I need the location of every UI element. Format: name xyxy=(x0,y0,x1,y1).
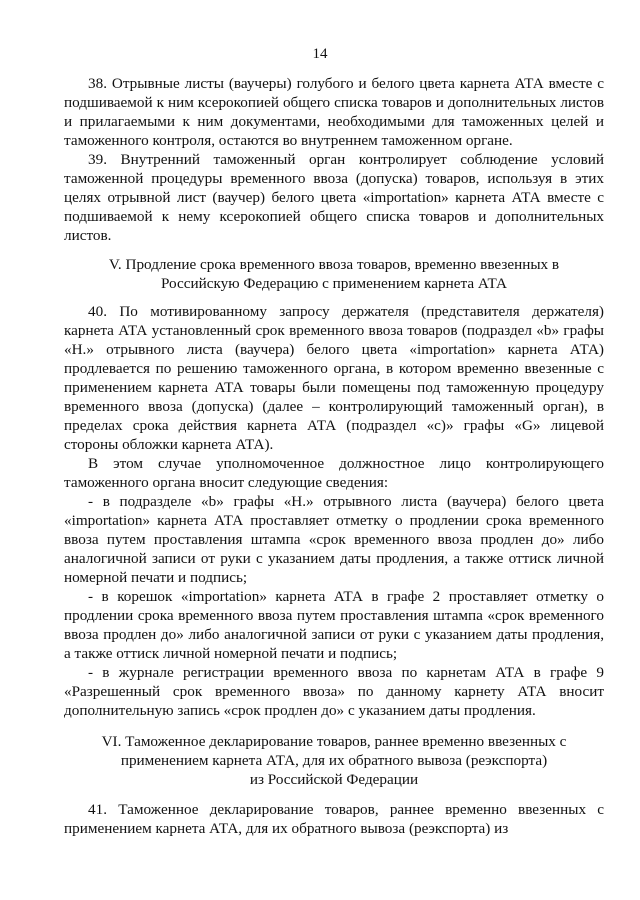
section-6-heading-line-1: VI. Таможенное декларирование товаров, раннее временно ввезенных с xyxy=(101,733,567,750)
paragraph-in-this-case: В этом случае уполномоченное должностное лицо контролирующего таможенного органа вносит следующие сведения: xyxy=(64,455,604,491)
section-5-body xyxy=(64,302,604,720)
paragraphs-38-39 xyxy=(64,74,604,245)
section-6-heading-line-3: из Российской Федерации xyxy=(249,771,419,788)
section-5-heading-line-2: Российскую Федерацию с применением карнета АТА xyxy=(160,275,507,292)
section-6-body xyxy=(64,800,604,838)
list-item-journal: - в журнале регистрации временного ввоза по карнетам АТА в графе 9 «Разрешенный срок временного ввоза» по данному карнету АТА вносит дополнительную запись «срок продлен до» с указанием даты продления. xyxy=(64,664,604,719)
section-5-heading-line-1: V. Продление срока временного ввоза товаров, временно ввезенных в xyxy=(108,256,560,273)
section-6-heading-line-2: применением карнета АТА, для их обратного вывоза (реэкспорта) xyxy=(120,752,548,769)
paragraph-39: 39. Внутренний таможенный орган контролирует соблюдение условий таможенной процедуры временного ввоза (допуска) товаров, используя в этих целях отрывной лист (ваучер) белого цвета «importation» карнета АТА вместе с подшиваемой к нему ксерокопией общего списка товаров и дополнительных листов. xyxy=(64,151,604,244)
paragraph-41: 41. Таможенное декларирование товаров, раннее временно ввезенных с применением карнета АТА, для их обратного вывоза (реэкспорта) из xyxy=(64,801,604,837)
section-5-heading xyxy=(64,255,604,293)
paragraph-38: 38. Отрывные листы (ваучеры) голубого и белого цвета карнета АТА вместе с подшиваемой к ним ксерокопией общего списка товаров и дополнительных листов и прилагаемыми к ним документами, необходимыми для таможенных целей и таможенного контроля, остаются во внутреннем таможенном органе. xyxy=(64,75,604,149)
list-item-voucher: - в подразделе «b» графы «Н.» отрывного листа (ваучера) белого цвета «importation» карнета АТА проставляет отметку о продлении срока временного ввоза путем проставления штампа «срок временного ввоза продлен до» либо аналогичной записи от руки с указанием даты продления, а также оттиск личной номерной печати и подпись; xyxy=(64,493,604,586)
list-item-counterfoil: - в корешок «importation» карнета АТА в графе 2 проставляет отметку о продлении срока временного ввоза путем проставления штампа «срок временного ввоза продлен до» либо аналогичной записи от руки с указанием даты продления, а также оттиск личной номерной печати и подпись; xyxy=(64,588,604,662)
paragraph-40: 40. По мотивированному запросу держателя (представителя держателя) карнета АТА установленный срок временного ввоза товаров (подраздел «b» графы «Н.» отрывного листа (ваучера) белого цвета «importation» карнета АТА) продлевается по решению таможенного органа, в котором временно ввезенные с применением карнета АТА товары были помещены под таможенную процедуру временного ввоза (допуска) (далее – контролирующий таможенный орган), в пределах срока действия карнета АТА (подраздел «с)» графы «G» лицевой стороны обложки карнета АТА). xyxy=(64,303,604,453)
page-number: 14 xyxy=(312,46,328,62)
section-6-heading xyxy=(64,732,604,789)
